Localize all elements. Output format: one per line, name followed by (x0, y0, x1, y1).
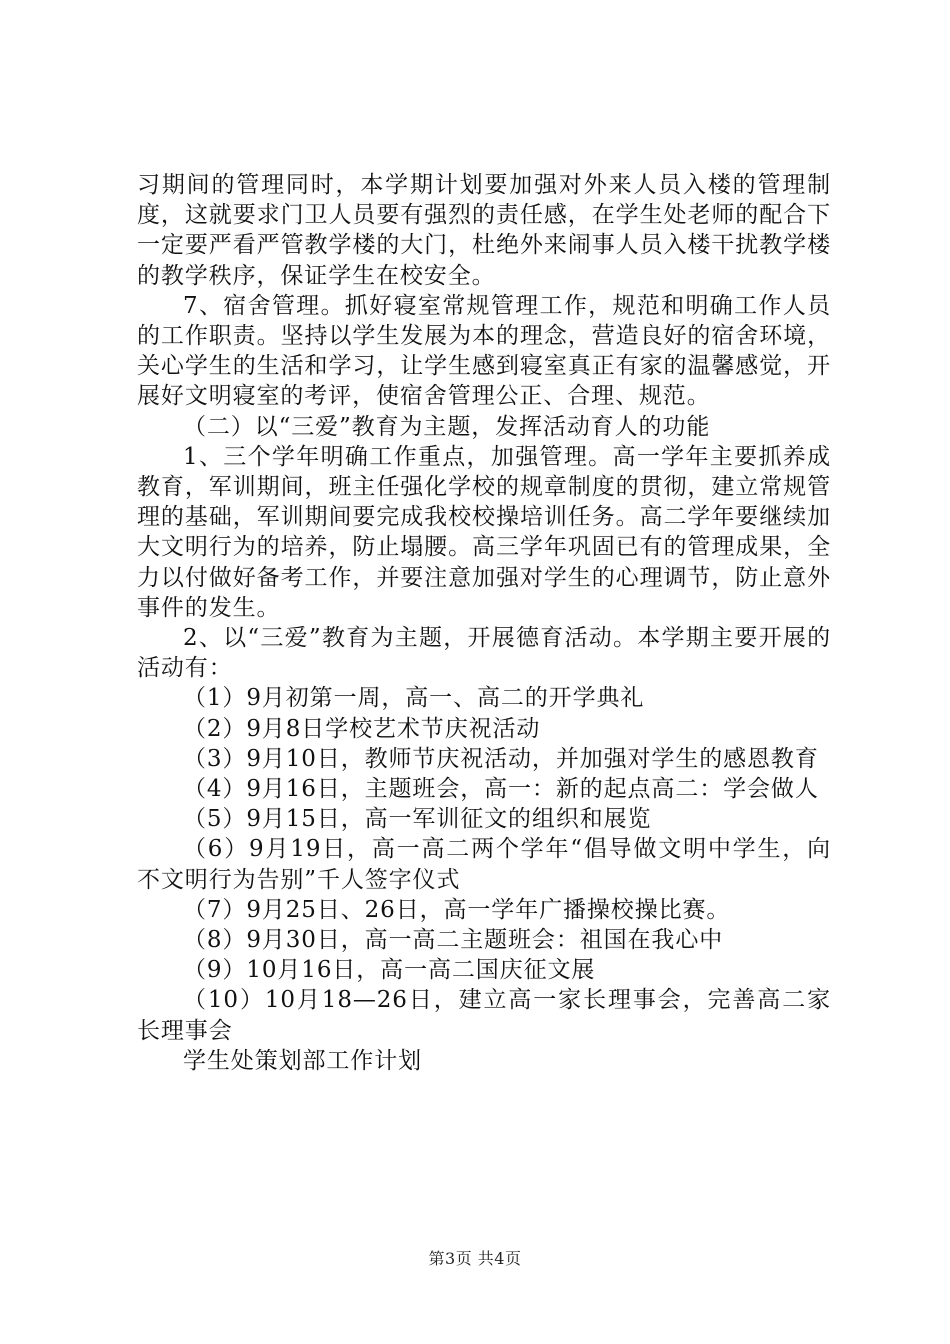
activity-item-3: （3）9月10日，教师节庆祝活动，并加强对学生的感恩教育 (183, 745, 819, 772)
paragraph-dormitory-management: 7、宿舍管理。抓好寝室常规管理工作，规范和明确工作人员的工作职责。坚持以学生发展为本的理念，营造良好的宿舍环境，关心学生的生活和学习，让学生感到寝室真正有家的温馨感觉，开展好文明寝室的考评，使宿舍管理公正、合理、规范。 (137, 292, 831, 410)
activity-item-4: （4）9月16日，主题班会，高一：新的起点高二：学会做人 (183, 776, 819, 803)
activity-item-8: （8）9月30日，高一高二主题班会：祖国在我心中 (183, 927, 724, 954)
paragraph-activities-intro: 2、以“三爱”教育为主题，开展德育活动。本学期主要开展的活动有： (137, 625, 831, 682)
document-subtitle: 学生处策划部工作计划 (183, 1047, 422, 1074)
activity-item-1: （1）9月初第一周，高一、高二的开学典礼 (183, 685, 645, 712)
page-number-footer: 第3页 共4页 (428, 1249, 522, 1268)
section-heading-activities: （二）以“三爱”教育为主题，发挥活动育人的功能 (183, 413, 711, 440)
paragraph-grade-focus: 1、三个学年明确工作重点，加强管理。高一学年主要抓养成教育，军训期间，班主任强化学校的规章制度的贯彻，建立常规管理的基础，军训期间要完成我校校操培训任务。高二学年要继续加大文明行为的培养，防止塌腰。高三学年巩固已有的管理成果，全力以付做好备考工作，并要注意加强对学生的心理调节，防止意外事件的发生。 (137, 443, 831, 621)
activity-item-5: （5）9月15日，高一军训征文的组织和展览 (183, 806, 652, 833)
activity-item-10: （10）10月18—26日，建立高一家长理事会，完善高二家长理事会 (137, 987, 831, 1044)
activity-item-7: （7）9月25日、26日，高一学年广播操校操比赛。 (183, 896, 731, 923)
document-body (137, 170, 831, 1076)
paragraph-continuation: 习期间的管理同时，本学期计划要加强对外来人员入楼的管理制度，这就要求门卫人员要有强烈的责任感，在学生处老师的配合下一定要严看严管教学楼的大门，杜绝外来闹事人员入楼干扰教学楼的教学秩序，保证学生在校安全。 (137, 172, 831, 289)
activity-item-6: （6）9月19日，高一高二两个学年“倡导做文明中学生，向不文明行为告别”千人签字仪式 (137, 836, 831, 893)
activity-item-9: （9）10月16日，高一高二国庆征文展 (183, 957, 596, 984)
activity-item-2: （2）9月8日学校艺术节庆祝活动 (183, 715, 541, 742)
